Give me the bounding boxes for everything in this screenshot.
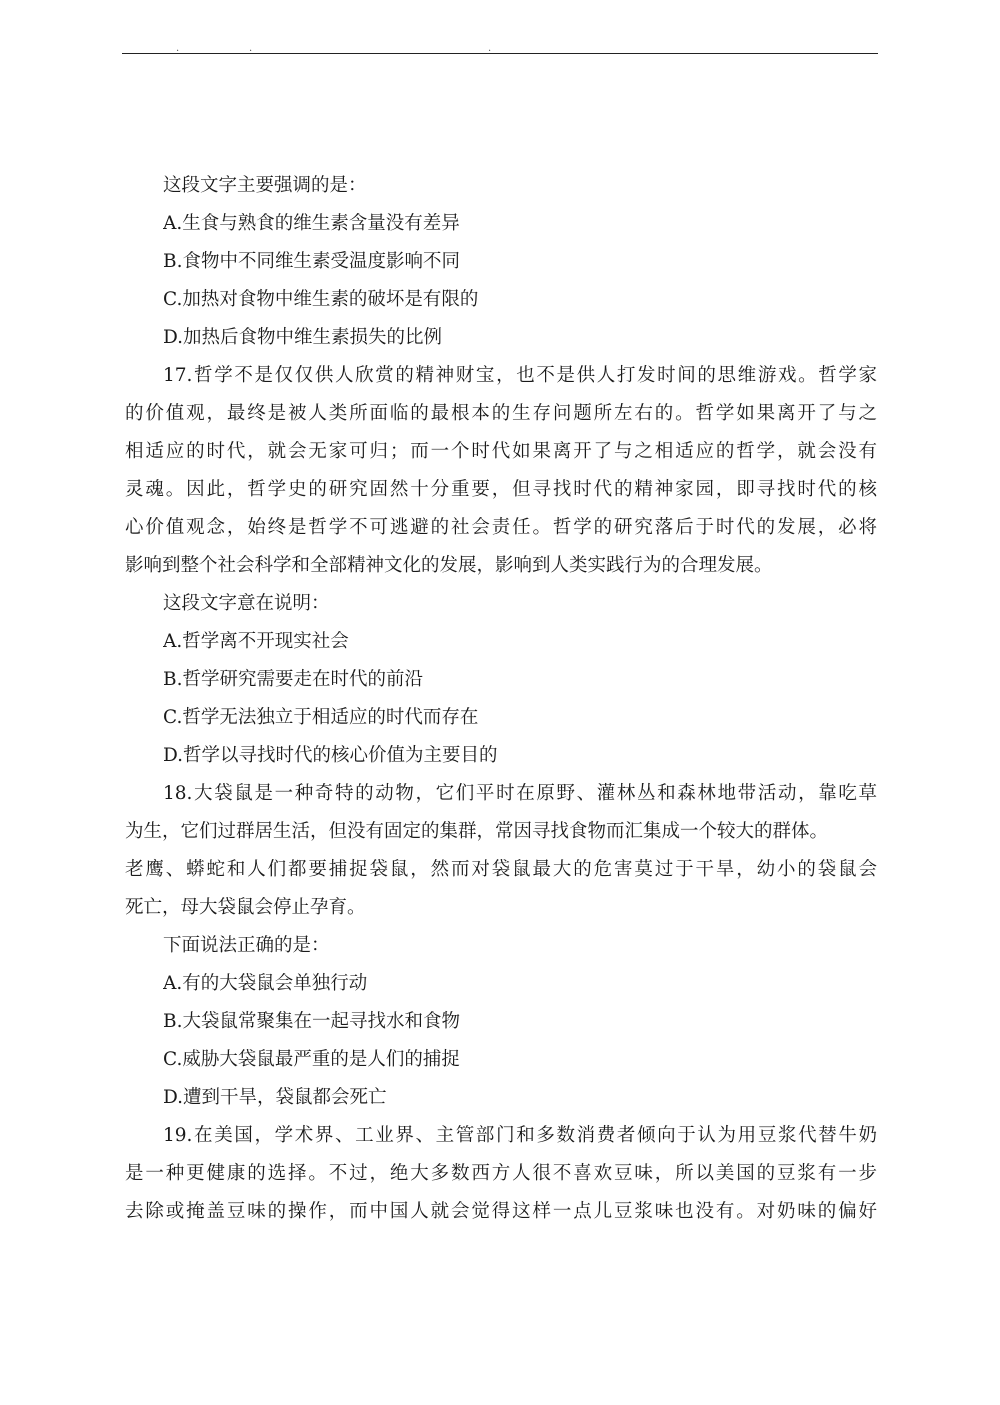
q18-stem-line: 18.大袋鼠是一种奇特的动物，它们平时在原野、灌林丛和森林地带活动，靠吃草 [163,783,877,804]
header-mark: . [176,43,180,54]
q18-option-c: C.威胁大袋鼠最严重的是人们的捕捉 [163,1049,460,1070]
q16-option-b: B.食物中不同维生素受温度影响不同 [163,251,460,272]
q17-stem-line: 相适应的时代，就会无家可归；而一个时代如果离开了与之相适应的哲学，就会没有 [125,441,877,462]
q18-stem-line: 老鹰、蟒蛇和人们都要捕捉袋鼠，然而对袋鼠最大的危害莫过于干旱，幼小的袋鼠会 [125,859,877,880]
q17-option-a: A.哲学离不开现实社会 [163,631,349,652]
q17-option-b: B.哲学研究需要走在时代的前沿 [163,669,423,690]
q17-stem-line: 17.哲学不是仅仅供人欣赏的精神财宝，也不是供人打发时间的思维游戏。哲学家 [163,365,877,386]
q17-stem-line: 心价值观念，始终是哲学不可逃避的社会责任。哲学的研究落后于时代的发展，必将 [125,517,877,538]
q19-stem-line: 19.在美国，学术界、工业界、主管部门和多数消费者倾向于认为用豆浆代替牛奶 [163,1125,877,1146]
header-mark: . [249,43,253,54]
q18-option-a: A.有的大袋鼠会单独行动 [163,973,368,994]
q17-prompt: 这段文字意在说明： [163,593,330,614]
header-mark: . [488,43,492,54]
q18-stem-line: 为生，它们过群居生活，但没有固定的集群，常因寻找食物而汇集成一个较大的群体。 [125,821,829,842]
q18-option-d: D.遭到干旱，袋鼠都会死亡 [163,1087,387,1108]
q16-option-d: D.加热后食物中维生素损失的比例 [163,327,443,348]
q17-option-c: C.哲学无法独立于相适应的时代而存在 [163,707,479,728]
q19-stem-line: 去除或掩盖豆味的操作，而中国人就会觉得这样一点儿豆浆味也没有。对奶味的偏好 [125,1201,877,1222]
q19-stem-line: 是一种更健康的选择。不过，绝大多数西方人很不喜欢豆味，所以美国的豆浆有一步 [125,1163,877,1184]
q17-stem-line: 灵魂。因此，哲学史的研究固然十分重要，但寻找时代的精神家园，即寻找时代的核 [125,479,877,500]
q16-option-c: C.加热对食物中维生素的破坏是有限的 [163,289,479,310]
q16-prompt: 这段文字主要强调的是： [163,175,367,196]
q17-option-d: D.哲学以寻找时代的核心价值为主要目的 [163,745,498,766]
q18-prompt: 下面说法正确的是： [163,935,330,956]
q18-option-b: B.大袋鼠常聚集在一起寻找水和食物 [163,1011,460,1032]
q18-stem-line: 死亡，母大袋鼠会停止孕育。 [125,897,366,918]
q17-stem-line: 的价值观，最终是被人类所面临的最根本的生存问题所左右的。哲学如果离开了与之 [125,403,877,424]
header-rule [122,53,878,54]
q16-option-a: A.生食与熟食的维生素含量没有差异 [163,213,460,234]
q17-stem-line: 影响到整个社会科学和全部精神文化的发展，影响到人类实践行为的合理发展。 [125,555,773,576]
